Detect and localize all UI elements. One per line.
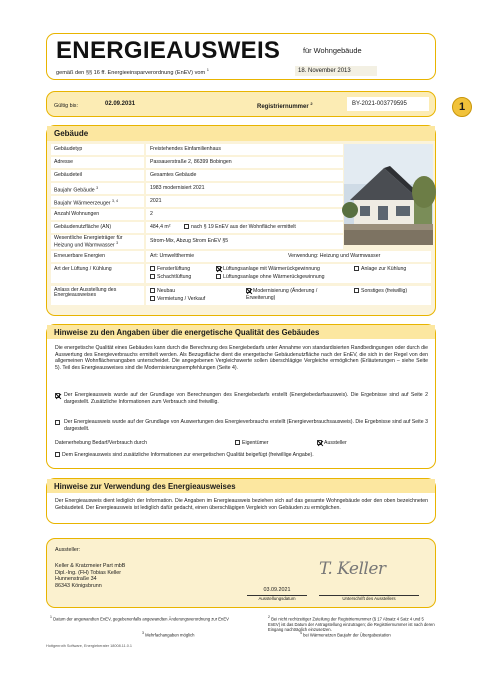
registration-number: BY-2021-003779595 xyxy=(347,97,429,111)
cb-other[interactable] xyxy=(354,288,359,293)
building-section: Gebäude Gebäudetyp Freistehendes Einfamilienhaus Adresse Passauerstraße 2, 86399 Bobingen Gebäudeteil Gesamtes Gebäude Baujahr Gebäude $^3$ 1983 modernisiert 2021 Baujahr Wärmeerzeuger $^{3, 4}$ 2021 Anzahl Wohnungen 2 Gebäudenutzfläche (AN) 484,4 m² nach § 19 EnEV aus der Wohnfläche ermittelt Wesentliche Energieträger für Heizung und Warmwasser $^3$ Strom-Mix, Abzug Strom EnEV §5 Erneuerbare Energien Art: Umweltthermie Verwendung: Heizung und Warmwasser Art der Lüftung / Kühlung Fensterlüftung Schachtlüftung Lüftungsanlage mit Wärmerückgewinnung Lüftungsanlage ohne Wärmerückgewinnung Anlage zur Kühlung Anlass der Ausstellung des Energieausweises Neubau Vermietung / Verkauf Modernisierung (Änderung / Erweiterung) Sonstiges (freiwillig) xyxy=(46,125,436,316)
valid-until-date: 02.09.2031 xyxy=(105,101,136,107)
validity-box xyxy=(46,91,466,117)
area-option-checkbox[interactable] xyxy=(184,224,189,229)
enev-date: 18. November 2013 xyxy=(295,66,377,76)
cb-shaft-ventilation[interactable] xyxy=(150,274,155,279)
building-heading: Gebäude xyxy=(47,126,435,141)
cb-cooling-system[interactable] xyxy=(354,266,359,271)
issuer-address: Keller & Kratzmeier Part mbB Dipl.-Ing. (FH) Tobias Keller Hunnenstraße 34 86343 Königsbrunn xyxy=(55,563,126,589)
page-number-badge: 1 xyxy=(452,97,472,117)
hints-consumption: Der Energieausweis wurde auf der Grundlage von Auswertungen des Energieverbrauchs erstellt (Energieverbrauchsausweis). Die Ergebnisse sind auf Seite 3 dargestellt. xyxy=(55,419,428,432)
signature-label: Unterschrift des Ausstellers xyxy=(342,596,396,601)
software-credit: Hottgenroth Software, Energieberater 18008.11.0.1 xyxy=(46,644,133,648)
footnote-4: $^4$ bei Wärmenetzen Baujahr der Übergabestation xyxy=(300,631,391,638)
signature: T. Keller xyxy=(319,559,386,579)
footnote-2: $^2$ Bei nicht rechtzeitiger Zuteilung der Registriernummer (§ 17 Absatz 4 Satz 4 und 5 EnEV) ist das Datum der Antragstellung einzutragen; die Registriernummer ist nach deren Eingang nachträglich einzusetzen. xyxy=(268,615,435,632)
valid-until-label: Gültig bis: xyxy=(54,103,78,109)
cb-consumption-certificate[interactable] xyxy=(55,420,60,425)
cb-new-build[interactable] xyxy=(150,288,155,293)
cb-additional-info[interactable] xyxy=(55,452,60,457)
document-subtitle: für Wohngebäude xyxy=(303,46,362,55)
building-photo xyxy=(344,144,433,245)
issue-date: 03.09.2021 xyxy=(263,587,291,593)
cb-rent-sale[interactable] xyxy=(150,296,155,301)
hints-demand: Der Energieausweis wurde auf der Grundlage von Berechnungen des Energiebedarfs erstellt (Energiebedarfsausweis). Die Ergebnisse sind auf Seite 2 dargestellt. Zusätzliche Informationen zum Verbrauch sind freiwillig. xyxy=(55,392,428,405)
usage-text: Der Energieausweis dient lediglich der Information. Die Angaben im Energieausweis beziehen sich auf das gesamte Wohngebäude oder den oben bezeichneten Gebäudeteil. Der Energieausweis ist lediglich dafür gedacht, einen überschlägigen Vergleich von Gebäuden zu ermöglichen. xyxy=(55,498,428,511)
registration-label: Registriernummer $^2$ xyxy=(257,101,313,110)
footnote-3: $^3$ Mehrfachangaben möglich xyxy=(142,631,195,638)
title-box xyxy=(46,33,436,80)
hints-section xyxy=(46,324,436,469)
house-photo-icon xyxy=(344,144,433,245)
cb-issuer[interactable] xyxy=(317,440,322,445)
usage-heading: Hinweise zur Verwendung des Energieausweises xyxy=(47,479,435,493)
hints-heading: Hinweise zu den Angaben über die energetische Qualität des Gebäudes xyxy=(47,325,435,339)
cb-modernisation[interactable] xyxy=(246,288,251,293)
hints-intro: Die energetische Qualität eines Gebäudes kann durch die Berechnung des Energiebedarfs unter Annahme von standardisierten Randbedingungen oder durch die Auswertung des Energieverbrauchs ermittelt werden. Als Bezugsfläche dient die energetische Gebäudenutzfläche nach der EnEV, die sich in der Regel von den allgemeinen Wohnflächenangaben unterscheidet. Die angegebenen Vergleichswerte sollen überschlägige Vergleiche ermöglichen (Erläuterungen – siehe Seite 5). Teil des Energieausweises sind die Modernisierungsempfehlungen (Seite 4). xyxy=(55,345,428,371)
issuer-section xyxy=(46,538,436,608)
cb-ventilation-no-recovery[interactable] xyxy=(216,274,221,279)
cb-demand-certificate[interactable] xyxy=(55,393,60,398)
document-title: ENERGIEAUSWEIS xyxy=(56,37,281,64)
cb-window-ventilation[interactable] xyxy=(150,266,155,271)
issuer-label: Aussteller: xyxy=(55,547,81,553)
issue-date-label: Ausstellungsdatum xyxy=(258,596,296,601)
footnote-1: $^1$ Datum der angewandten EnEV, gegebenenfalls angewandten Änderungsverordnung zur EnEV xyxy=(50,615,229,622)
cb-owner[interactable] xyxy=(235,440,240,445)
legal-basis: gemäß den §§ 16 ff. Energieeinsparverordnung (EnEV) vom $^1$ xyxy=(56,67,209,76)
additional-info-row: Dem Energieausweis sind zusätzliche Informationen zur energetischen Qualität beigefügt (freiwillige Angabe). xyxy=(55,452,428,459)
data-collection-row: Datenerhebung Bedarf/Verbrauch durch Eigentümer Aussteller xyxy=(55,440,347,446)
usage-section xyxy=(46,478,436,524)
cb-ventilation-heat-recovery[interactable] xyxy=(216,266,221,271)
